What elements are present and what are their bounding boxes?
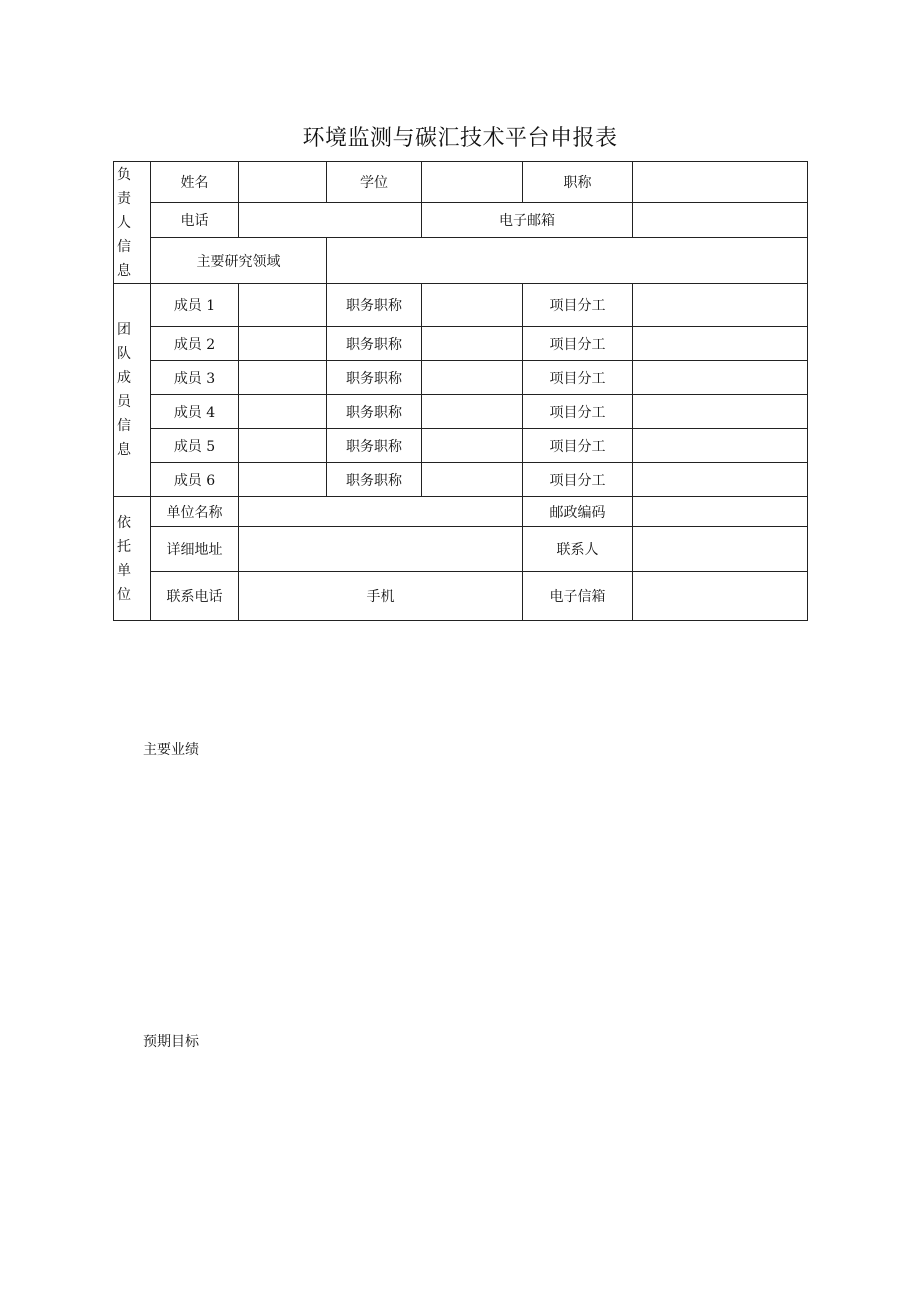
team-section-label: 团队成员信息 xyxy=(114,284,151,497)
org-name-label: 单位名称 xyxy=(151,497,239,527)
achievements-label: 主要业绩 xyxy=(143,742,199,758)
goals-label: 预期目标 xyxy=(143,1034,199,1050)
degree-label: 学位 xyxy=(327,162,422,203)
role-field[interactable] xyxy=(633,327,808,361)
research-area-field[interactable] xyxy=(327,238,808,284)
role-label: 项目分工 xyxy=(523,429,633,463)
member-label: 成员 6 xyxy=(151,463,239,497)
title-label: 职称 xyxy=(523,162,633,203)
address-label: 详细地址 xyxy=(151,527,239,572)
degree-field[interactable] xyxy=(422,162,523,203)
email-label: 电子邮箱 xyxy=(422,203,633,238)
position-field[interactable] xyxy=(422,395,523,429)
position-label: 职务职称 xyxy=(327,463,422,497)
member-name-field[interactable] xyxy=(239,463,327,497)
member-name-field[interactable] xyxy=(239,361,327,395)
contact-field[interactable] xyxy=(633,527,808,572)
member-label: 成员 2 xyxy=(151,327,239,361)
email-field[interactable] xyxy=(633,203,808,238)
member-label: 成员 3 xyxy=(151,361,239,395)
member-label: 成员 4 xyxy=(151,395,239,429)
title-field[interactable] xyxy=(633,162,808,203)
role-field[interactable] xyxy=(633,429,808,463)
leader-section-label: 负责人信息 xyxy=(114,162,151,284)
position-field[interactable] xyxy=(422,327,523,361)
member-name-field[interactable] xyxy=(239,327,327,361)
position-label: 职务职称 xyxy=(327,327,422,361)
role-field[interactable] xyxy=(633,361,808,395)
role-field[interactable] xyxy=(633,284,808,327)
name-label: 姓名 xyxy=(151,162,239,203)
address-field[interactable] xyxy=(239,527,523,572)
member-label: 成员 1 xyxy=(151,284,239,327)
position-label: 职务职称 xyxy=(327,284,422,327)
position-label: 职务职称 xyxy=(327,361,422,395)
org-name-field[interactable] xyxy=(239,497,523,527)
position-label: 职务职称 xyxy=(327,429,422,463)
member-label: 成员 5 xyxy=(151,429,239,463)
role-label: 项目分工 xyxy=(523,284,633,327)
role-label: 项目分工 xyxy=(523,463,633,497)
member-name-field[interactable] xyxy=(239,429,327,463)
org-email-label: 电子信箱 xyxy=(523,572,633,621)
position-field[interactable] xyxy=(422,463,523,497)
position-field[interactable] xyxy=(422,429,523,463)
postcode-label: 邮政编码 xyxy=(523,497,633,527)
position-field[interactable] xyxy=(422,361,523,395)
application-form-table xyxy=(113,161,808,621)
org-email-field[interactable] xyxy=(633,572,808,621)
member-name-field[interactable] xyxy=(239,284,327,327)
org-section-label: 依托单位 xyxy=(114,497,151,621)
org-phone-label: 联系电话 xyxy=(151,572,239,621)
position-field[interactable] xyxy=(422,284,523,327)
role-label: 项目分工 xyxy=(523,395,633,429)
phone-label: 电话 xyxy=(151,203,239,238)
contact-label: 联系人 xyxy=(523,527,633,572)
role-label: 项目分工 xyxy=(523,327,633,361)
research-area-label: 主要研究领域 xyxy=(151,238,327,284)
role-field[interactable] xyxy=(633,463,808,497)
position-label: 职务职称 xyxy=(327,395,422,429)
member-name-field[interactable] xyxy=(239,395,327,429)
role-field[interactable] xyxy=(633,395,808,429)
page-title: 环境监测与碳汇技术平台申报表 xyxy=(302,126,618,151)
phone-field[interactable] xyxy=(239,203,422,238)
mobile-label: 手机 xyxy=(239,572,523,621)
role-label: 项目分工 xyxy=(523,361,633,395)
name-field[interactable] xyxy=(239,162,327,203)
postcode-field[interactable] xyxy=(633,497,808,527)
